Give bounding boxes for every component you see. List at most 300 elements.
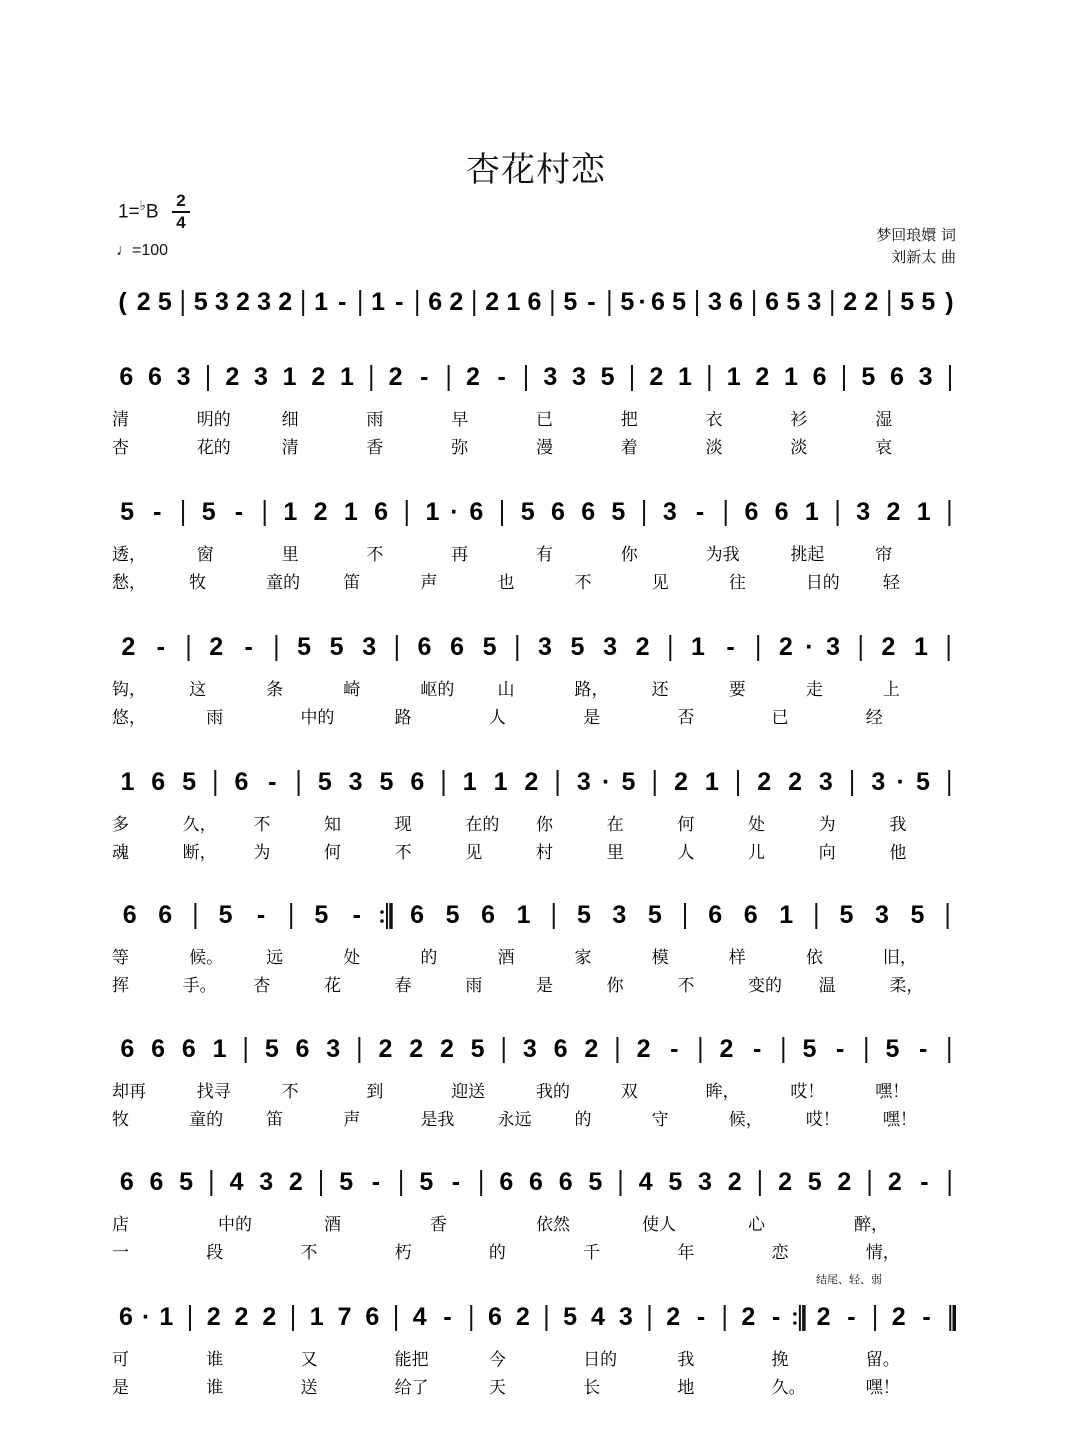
lyric-word: 不	[574, 573, 592, 593]
jianpu-note: 6	[527, 288, 542, 316]
jianpu-note: 5	[329, 633, 344, 661]
lyric-word: 是	[536, 976, 553, 996]
lyric-word: 眸，	[705, 1082, 740, 1102]
lyric-word: 还	[651, 680, 669, 700]
jianpu-note: 5	[314, 901, 329, 929]
jianpu-note: ·	[638, 288, 647, 316]
jianpu-note: 5	[193, 288, 208, 316]
jianpu-note: 2	[466, 363, 480, 391]
jianpu-note: 6	[410, 901, 425, 929]
key-signature	[118, 198, 159, 223]
jianpu-note: 1	[283, 498, 298, 526]
score-system	[0, 1160, 1072, 1290]
credits	[876, 224, 956, 268]
lyric-word: 见	[651, 573, 669, 593]
lyric-word: 千	[583, 1243, 601, 1263]
jianpu-note: 3	[522, 1035, 537, 1063]
tempo-value: =100	[132, 242, 169, 259]
lyric-word: 地	[677, 1378, 695, 1398]
jianpu-note: 5	[179, 1168, 194, 1196]
lyric-word: 等	[112, 948, 129, 968]
jianpu-note: 5	[611, 498, 626, 526]
lyric-word: 衣	[705, 410, 723, 430]
jianpu-note: 5	[379, 768, 394, 796]
time-signature	[172, 192, 190, 232]
jianpu-note: 2	[388, 363, 403, 391]
lyric-word: 朽	[394, 1243, 412, 1263]
lyric-word: 窗	[196, 545, 214, 565]
lyric-word: 花的	[196, 438, 231, 458]
jianpu-note: 5	[786, 288, 801, 316]
dash-note: -	[420, 363, 429, 391]
lyric-word: 我	[677, 1350, 695, 1370]
jianpu-note: 5	[182, 768, 197, 796]
lyric-word: 挑起	[790, 545, 825, 565]
jianpu-note: 2	[235, 288, 250, 316]
jianpu-note: 3	[612, 901, 627, 929]
jianpu-note: 3	[326, 1035, 341, 1063]
jianpu-note: 6	[729, 288, 744, 316]
jianpu-note: 1	[343, 498, 358, 526]
jianpu-note: 3	[826, 633, 840, 661]
lyric-word: 帘	[875, 545, 893, 565]
jianpu-note: 1	[309, 1303, 324, 1331]
dash-note: -	[726, 633, 735, 661]
lyric-word: 依然	[536, 1215, 570, 1235]
jianpu-note: 1	[462, 768, 477, 796]
jianpu-note: 7	[337, 1303, 352, 1331]
jianpu-note: 2	[209, 633, 224, 661]
lyric-word: 恋	[771, 1243, 789, 1263]
lyric-word: 一	[112, 1243, 129, 1263]
lyric-word: 变的	[748, 976, 782, 996]
jianpu-note: ·	[141, 1303, 151, 1331]
jianpu-note: 6	[558, 1168, 573, 1196]
jianpu-note: 1	[493, 768, 508, 796]
lyric-word: 挽	[771, 1350, 789, 1370]
dash-note: -	[244, 633, 253, 661]
lyric-word: 轻	[882, 573, 900, 593]
lyric-word: 漫	[536, 438, 553, 458]
jianpu-note: 2	[409, 1035, 424, 1063]
lyric-word: 崎	[343, 680, 361, 700]
system-svg	[0, 355, 1072, 485]
jianpu-note: 2	[524, 768, 539, 796]
lyric-word: 样	[728, 948, 746, 968]
jianpu-note: 2	[636, 1035, 651, 1063]
jianpu-note: 4	[591, 1303, 605, 1331]
lyric-word: 雨	[366, 410, 384, 430]
dash-note: -	[696, 1303, 706, 1331]
lyric-word: 杏	[112, 438, 129, 458]
jianpu-note: 5	[563, 1303, 578, 1331]
lyric-word: 留。	[865, 1350, 900, 1370]
jianpu-note: 1	[516, 901, 531, 929]
lyric-word: 你	[536, 815, 553, 835]
lyric-word: 为我	[705, 545, 740, 565]
lyric-word: 你	[620, 545, 638, 565]
jianpu-note: 6	[234, 768, 249, 796]
lyric-word: 笛	[343, 573, 361, 593]
system-svg	[0, 1160, 1072, 1290]
lyric-word: 到	[366, 1082, 384, 1102]
tempo-mark	[116, 242, 168, 260]
lyric-word: 候。	[189, 948, 224, 968]
lyric-word: 挥	[112, 976, 129, 996]
lyric-word: 牧	[189, 573, 207, 593]
jianpu-note: 2	[666, 1303, 681, 1331]
dash-note: -	[451, 1168, 461, 1196]
lyric-word: 何	[677, 815, 695, 835]
jianpu-note: 5	[339, 1168, 354, 1196]
lyric-word: 谁	[206, 1350, 224, 1370]
jianpu-note: 1	[120, 768, 135, 796]
lyric-word: 为	[818, 815, 836, 835]
composer: 刘新太 曲	[891, 248, 956, 266]
score-system	[0, 490, 1072, 620]
lyric-word: 要	[728, 680, 746, 700]
lyric-word: 断，	[182, 843, 217, 863]
jianpu-note: 1	[678, 363, 692, 391]
barline	[380, 903, 391, 929]
jianpu-note: 3	[818, 768, 833, 796]
jianpu-note: 2	[262, 1303, 277, 1331]
score-system	[0, 1027, 1072, 1157]
jianpu-note: 5	[482, 633, 497, 661]
jianpu-note: 2	[485, 288, 500, 316]
jianpu-note: 6	[499, 1168, 514, 1196]
jianpu-note: 6	[743, 901, 758, 929]
time-top: 2	[176, 191, 186, 210]
jianpu-note: 1	[159, 1303, 174, 1331]
quarter-note-icon: ♩	[116, 242, 132, 259]
jianpu-note: 3	[543, 363, 558, 391]
lyric-word: 已	[536, 410, 553, 430]
lyric-word: 是我	[420, 1110, 455, 1130]
jianpu-note: 5	[297, 633, 312, 661]
jianpu-note: 6	[481, 901, 496, 929]
lyric-word: 哀	[875, 438, 893, 458]
lyric-word: 又	[300, 1350, 318, 1370]
jianpu-note: 3	[807, 288, 822, 316]
lyric-word: 是	[583, 708, 601, 728]
lyric-word: 你	[606, 976, 624, 996]
jianpu-note: 3	[214, 288, 229, 316]
jianpu-note: 1	[282, 363, 297, 391]
jianpu-note: 5	[588, 1168, 603, 1196]
lyric-word: 何	[324, 843, 341, 863]
lyric-word: 早	[451, 410, 469, 430]
lyric-word: 不	[366, 545, 384, 565]
lyric-word: 悠，	[112, 708, 146, 728]
lyric-word: 湿	[875, 410, 893, 430]
lyric-word: 声	[420, 573, 438, 593]
jianpu-note: 2	[816, 1303, 831, 1331]
jianpu-note: 5	[218, 901, 233, 929]
lyric-word: 找寻	[196, 1082, 231, 1102]
lyric-word: 清	[112, 410, 129, 430]
lyric-word: 酒	[324, 1215, 341, 1235]
lyric-word: 处	[343, 948, 361, 968]
lyric-word: 我的	[536, 1082, 570, 1102]
lyric-word: 家	[574, 948, 592, 968]
jianpu-note: 6	[651, 288, 665, 316]
lyric-word: 春	[394, 976, 412, 996]
lyric-word: 不	[253, 815, 271, 835]
jianpu-note: 2	[891, 1303, 906, 1331]
jianpu-note: 5	[120, 498, 135, 526]
jianpu-note: 5	[470, 1035, 485, 1063]
time-bottom: 4	[176, 213, 186, 232]
jianpu-note: 6	[469, 498, 484, 526]
jianpu-note: 6	[410, 768, 425, 796]
lyric-word: 柔，	[889, 976, 924, 996]
lyric-word: 细	[281, 410, 299, 430]
jianpu-note: 2	[719, 1035, 734, 1063]
lyric-word: 在的	[465, 815, 500, 835]
jianpu-note: 5	[419, 1168, 434, 1196]
jianpu-note: 6	[149, 1168, 164, 1196]
jianpu-note: 1	[425, 498, 440, 526]
lyric-word: 已	[771, 708, 789, 728]
performance-note: 结尾、轻、弱	[816, 1273, 882, 1286]
lyric-word: 店	[112, 1215, 129, 1235]
jianpu-note: 2	[727, 1168, 742, 1196]
song-title: 杏花村恋	[466, 150, 606, 190]
jianpu-note: 6	[765, 288, 779, 316]
score-system	[0, 355, 1072, 485]
dash-note: -	[497, 363, 506, 391]
system-svg	[0, 760, 1072, 890]
lyric-word: 谁	[206, 1378, 224, 1398]
lyric-word: 山	[497, 680, 515, 700]
jianpu-note: 5	[600, 363, 615, 391]
lyric-word: 迎送	[451, 1082, 486, 1102]
jianpu-note: 2	[311, 363, 326, 391]
lyric-word: 处	[748, 815, 765, 835]
jianpu-note: 6	[151, 768, 166, 796]
lyric-word: 情，	[865, 1243, 900, 1263]
dash-note: -	[338, 288, 347, 316]
lyric-word: 知	[324, 815, 341, 835]
dash-note: -	[847, 1303, 856, 1331]
lyric-word: 清	[281, 438, 299, 458]
lyric-word: 我	[889, 815, 907, 835]
system-svg	[0, 625, 1072, 755]
lyric-word: 日的	[583, 1350, 618, 1370]
jianpu-note: 1	[704, 768, 719, 796]
jianpu-note: 5	[264, 1035, 279, 1063]
key-prefix: 1=	[118, 201, 140, 223]
lyric-word: 岖的	[420, 680, 455, 700]
jianpu-note: ·	[450, 498, 459, 526]
dash-note: -	[395, 288, 404, 316]
lyric-word: 上	[882, 680, 900, 700]
lyric-word: 不	[300, 1243, 318, 1263]
jianpu-note: 1	[779, 901, 794, 929]
jianpu-note: 2	[225, 363, 240, 391]
lyric-word: 守	[651, 1110, 669, 1130]
lyric-word: 也	[497, 573, 515, 593]
jianpu-note: 2	[864, 288, 879, 316]
lyric-word: 村	[536, 843, 553, 863]
jianpu-note: 2	[313, 498, 328, 526]
jianpu-note: 5	[157, 288, 172, 316]
score-system	[0, 1295, 1072, 1425]
lyric-word: 使人	[642, 1215, 676, 1235]
lyric-word: 嘿！	[865, 1378, 900, 1398]
jianpu-note: 4	[638, 1168, 653, 1196]
jianpu-note: 2	[741, 1303, 756, 1331]
jianpu-note: 5	[672, 288, 687, 316]
jianpu-note: 5	[802, 1035, 817, 1063]
jianpu-note: 6	[744, 498, 759, 526]
jianpu-note: 1	[916, 498, 931, 526]
lyric-word: 儿	[748, 843, 765, 863]
lyric-word: 嘿！	[882, 1110, 917, 1130]
score-system	[0, 760, 1072, 890]
jianpu-note: 5	[520, 498, 535, 526]
lyric-word: 却再	[112, 1082, 146, 1102]
dash-note: -	[371, 1168, 381, 1196]
jianpu-note: 6	[365, 1303, 380, 1331]
jianpu-note: 6	[295, 1035, 310, 1063]
dash-note: -	[352, 901, 361, 929]
lyric-word: 笛	[266, 1110, 284, 1130]
lyric-word: 香	[366, 438, 384, 458]
lyric-word: 香	[430, 1215, 447, 1235]
lyric-word: 的	[420, 948, 438, 968]
lyric-word: 往	[728, 573, 746, 593]
jianpu-note: 2	[673, 768, 688, 796]
lyric-word: 日的	[805, 573, 840, 593]
lyric-word: 有	[536, 545, 553, 565]
lyric-word: 久，	[182, 815, 217, 835]
lyric-word: 的	[574, 1110, 592, 1130]
jianpu-note: 6	[708, 901, 723, 929]
lyric-word: 长	[583, 1378, 601, 1398]
jianpu-note: 5	[563, 288, 578, 316]
lyric-word: 魂	[112, 843, 129, 863]
jianpu-note: 2	[278, 288, 293, 316]
lyric-word: 人	[677, 843, 695, 863]
jianpu-note: ·	[601, 768, 611, 796]
lyric-word: 可	[112, 1350, 129, 1370]
jianpu-note: 6	[450, 633, 465, 661]
lyric-word: 弥	[451, 438, 469, 458]
jianpu-note: 3	[348, 768, 363, 796]
dash-note: -	[922, 1303, 931, 1331]
lyric-word: 现	[394, 815, 412, 835]
lyric-word: 淡	[790, 438, 808, 458]
lyric-word: 他	[889, 843, 907, 863]
lyric-word: 这	[189, 680, 207, 700]
lyric-word: 把	[620, 410, 638, 430]
jianpu-note: )	[945, 288, 954, 316]
lyric-word: 是	[112, 1378, 129, 1398]
lyric-word: 花	[324, 976, 341, 996]
barline	[793, 1305, 804, 1331]
lyric-word: 给了	[394, 1378, 429, 1398]
jianpu-note: 6	[890, 363, 904, 391]
lyric-word: 声	[343, 1110, 361, 1130]
lyricist: 梦回琅嬛 词	[876, 226, 956, 244]
jianpu-note: 2	[778, 633, 793, 661]
dash-note: -	[156, 633, 165, 661]
lyric-word: 经	[865, 708, 883, 728]
lyric-word: 酒	[497, 948, 515, 968]
lyric-word: 着	[620, 438, 638, 458]
jianpu-note: 5	[807, 1168, 822, 1196]
lyric-word: 向	[818, 843, 836, 863]
jianpu-note: ·	[805, 633, 814, 661]
jianpu-note: 2	[234, 1303, 249, 1331]
system-svg	[0, 1295, 1072, 1425]
jianpu-note: 6	[529, 1168, 543, 1196]
jianpu-note: 1	[212, 1035, 227, 1063]
lyric-word: 条	[266, 680, 284, 700]
jianpu-note: 6	[119, 1168, 134, 1196]
jianpu-note: 6	[417, 633, 432, 661]
dash-note: -	[256, 901, 266, 929]
score-system	[0, 893, 1072, 1023]
jianpu-note: 2	[843, 288, 858, 316]
jianpu-note: 5	[916, 768, 930, 796]
jianpu-note: 4	[229, 1168, 244, 1196]
lyric-word: 愁，	[112, 573, 146, 593]
jianpu-note: ·	[896, 768, 905, 796]
jianpu-note: 5	[885, 1035, 900, 1063]
jianpu-note: 4	[412, 1303, 427, 1331]
jianpu-note: 5	[910, 901, 925, 929]
lyric-word: 杏	[253, 976, 271, 996]
jianpu-note: 3	[662, 498, 677, 526]
jianpu-note: 2	[788, 768, 802, 796]
jianpu-note: 2	[121, 633, 136, 661]
jianpu-note: 3	[259, 1168, 274, 1196]
jianpu-note: 5	[900, 288, 915, 316]
lyric-word: 依	[805, 948, 823, 968]
jianpu-note: 6	[158, 901, 173, 929]
lyric-word: 醉，	[854, 1215, 888, 1235]
dash-note: -	[753, 1035, 762, 1063]
jianpu-note: 6	[151, 1035, 166, 1063]
lyric-word: 否	[677, 708, 695, 728]
lyric-word: 远	[266, 948, 284, 968]
jianpu-note: 5	[621, 768, 636, 796]
jianpu-note: 2	[206, 1303, 221, 1331]
jianpu-note: 2	[887, 1168, 902, 1196]
jianpu-note: 2	[136, 288, 151, 316]
jianpu-note: 1	[913, 633, 928, 661]
lyric-word: 哎！	[805, 1110, 840, 1130]
lyric-word: 双	[620, 1082, 638, 1102]
jianpu-note: 3	[362, 633, 377, 661]
lyric-word: 衫	[790, 410, 808, 430]
lyric-word: 见	[465, 843, 483, 863]
lyric-word: 温	[818, 976, 836, 996]
jianpu-note: 3	[537, 633, 552, 661]
lyric-word: 天	[488, 1378, 506, 1398]
jianpu-note: 6	[119, 363, 134, 391]
jianpu-note: 2	[886, 498, 901, 526]
lyric-word: 在	[606, 815, 624, 835]
jianpu-note: 2	[439, 1035, 454, 1063]
jianpu-note: 3	[176, 363, 191, 391]
system-svg	[0, 490, 1072, 620]
jianpu-note: 5	[620, 288, 635, 316]
jianpu-note: 3	[918, 363, 933, 391]
